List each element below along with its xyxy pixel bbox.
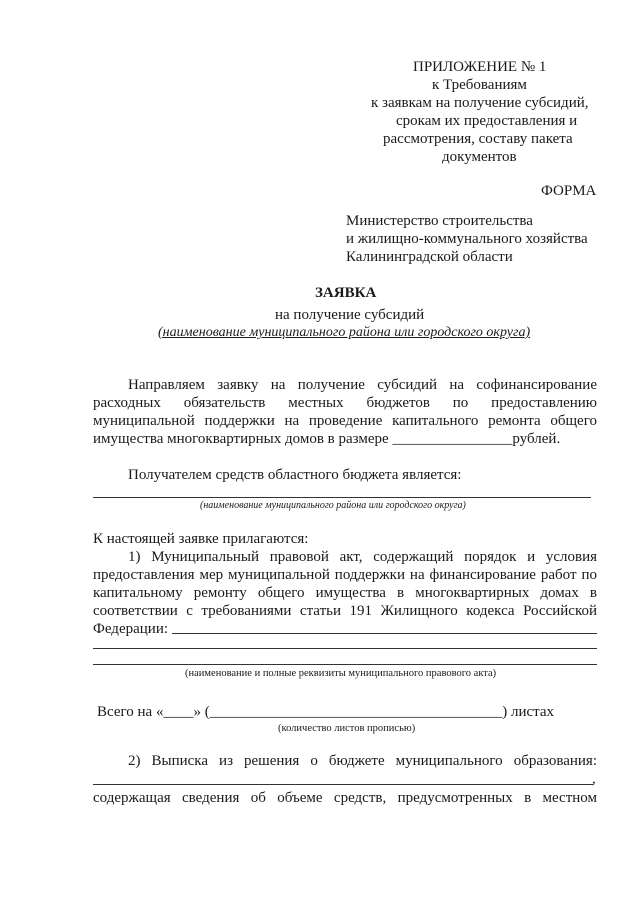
recipient-hint: (наименование муниципального района или городского округа) bbox=[200, 500, 466, 511]
paragraph1-line-3: муниципальной поддержки на проведение капитального ремонта общего bbox=[93, 413, 597, 429]
appendix-line-3: к заявкам на получение субсидий, bbox=[371, 95, 589, 111]
item2-comma: , bbox=[592, 771, 596, 787]
subtitle-hint: (наименование муниципального района или городского округа) bbox=[158, 325, 531, 340]
paragraph1-currency: рублей. bbox=[512, 431, 561, 447]
total-suffix: ) листах bbox=[502, 704, 555, 720]
appendix-number: ПРИЛОЖЕНИЕ № 1 bbox=[413, 59, 547, 75]
budget-blank-line[interactable] bbox=[93, 784, 593, 785]
item1-line-4: соответствии с требованиями статьи 191 Жилищного кодекса Российской bbox=[93, 603, 597, 619]
act-blank-line-2[interactable] bbox=[93, 648, 597, 649]
recipient-label: Получателем средств областного бюджета является: bbox=[128, 467, 462, 483]
appendix-line-6: документов bbox=[442, 149, 517, 165]
addressee-line-2: и жилищно-коммунального хозяйства bbox=[346, 231, 588, 247]
item1-line-2: предоставления мер муниципальной поддержки на финансирование работ по bbox=[93, 567, 597, 583]
paragraph1-line-2: расходных обязательств местных бюджетов по предоставлению bbox=[93, 395, 597, 411]
document-subtitle: на получение субсидий bbox=[275, 307, 425, 323]
amount-blank[interactable]: ________________ bbox=[392, 431, 513, 447]
appendix-line-4: срокам их предоставления и bbox=[396, 113, 578, 129]
sheets-number-blank[interactable]: ____ bbox=[163, 704, 194, 720]
document-title: ЗАЯВКА bbox=[315, 285, 377, 301]
act-hint: (наименование и полные реквизиты муниципального правового акта) bbox=[185, 668, 497, 679]
total-mid: » ( bbox=[193, 704, 210, 720]
paragraph1-line-1: Направляем заявку на получение субсидий на софинансирование bbox=[128, 377, 597, 393]
item2-line-3: содержащая сведения об объеме средств, предусмотренных в местном bbox=[93, 790, 597, 806]
sheets-hint: (количество листов прописью) bbox=[278, 723, 416, 734]
item1-line-1: 1) Муниципальный правовой акт, содержащий порядок и условия bbox=[128, 549, 597, 565]
item1-line-3: капитальному ремонту общего имущества в многоквартирных домах в bbox=[93, 585, 597, 601]
appendix-line-5: рассмотрения, составу пакета bbox=[383, 131, 573, 147]
appendix-line-2: к Требованиям bbox=[432, 77, 527, 93]
paragraph1-line-4 bbox=[93, 430, 560, 449]
sheets-words-blank[interactable]: _______________________________________ bbox=[209, 704, 503, 720]
addressee-line-3: Калининградской области bbox=[346, 249, 513, 265]
recipient-blank-line[interactable] bbox=[93, 497, 591, 498]
addressee-line-1: Министерство строительства bbox=[346, 213, 533, 229]
paragraph1-amount-text: имущества многоквартирных домов в размере bbox=[93, 431, 389, 447]
act-blank-line-1[interactable] bbox=[172, 633, 597, 634]
total-prefix: Всего на « bbox=[97, 704, 164, 720]
attachments-intro: К настоящей заявке прилагаются: bbox=[93, 531, 309, 547]
item2-line-1: 2) Выписка из решения о бюджете муниципального образования: bbox=[128, 753, 597, 769]
act-blank-line-3[interactable] bbox=[93, 664, 597, 665]
form-label: ФОРМА bbox=[541, 183, 597, 199]
total-sheets-line bbox=[97, 703, 554, 722]
item1-line-5: Федерации: bbox=[93, 621, 169, 637]
